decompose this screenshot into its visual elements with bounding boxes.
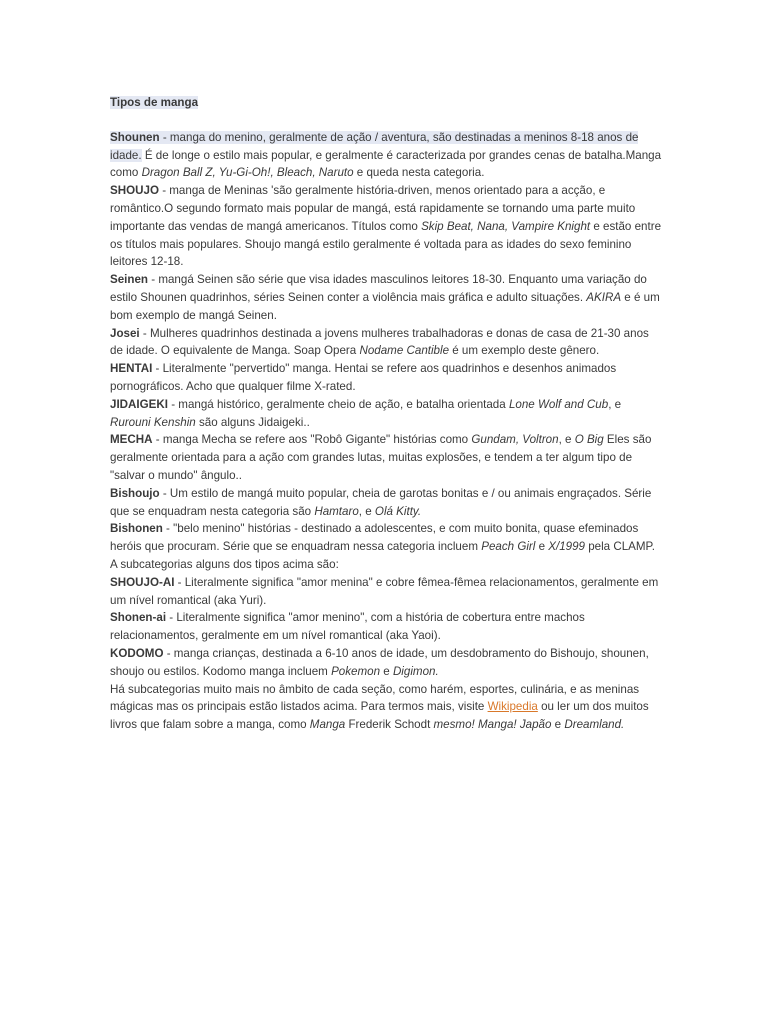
paragraph-kodomo: KODOMO - manga crianças, destinada a 6-10 anos de idade, um desdobramento do Bishoujo, shounen, shoujo ou estilos. Kodomo manga incluem Pokemon e Digimon. xyxy=(110,646,649,678)
paragraph-closing: Há subcategorias muito mais no âmbito de cada seção, como harém, esportes, culinária, e as meninas mágicas mas os principais estão listados acima. Para termos mais, visite Wikipedia ou ler um dos muitos livros que falam sobre a manga, como Manga Frederik Schodt mesmo! Manga! Japão e Dreamland. xyxy=(110,682,649,732)
term-mecha: MECHA xyxy=(110,433,153,447)
paragraph-subcategories-intro: A subcategorias alguns dos tipos acima são: xyxy=(110,557,339,571)
term-kodomo: KODOMO xyxy=(110,646,164,660)
page-title: Tipos de manga xyxy=(110,96,199,109)
paragraph-shoujo: SHOUJO - manga de Meninas 'são geralmente história-driven, menos orientado para a acção, e romântico.O segundo formato mais popular de mangá, está rapidamente se tornando uma parte muito importante das vendas de mangá americanos. Títulos como Skip Beat, Nana, Vampire Knight e estão entre os títulos mais populares. Shoujo mangá estilo geralmente é voltada para as idades do sexo feminino leitores 12-18. xyxy=(110,184,662,269)
paragraph-bishoujo: Bishoujo - Um estilo de mangá muito popular, cheia de garotas bonitas e / ou animais engraçados. Série que se enquadram nesta categoria são Hamtaro, e Olá Kitty. xyxy=(110,486,652,518)
term-bishonen: Bishonen xyxy=(110,522,163,536)
paragraph-bishonen: Bishonen - "belo menino" histórias - destinado a adolescentes, e com muito bonita, quase efeminados heróis que procuram. Série que se enquadram nessa categoria incluem Peach Girl e X/1999 pela CLAMP. xyxy=(110,522,656,554)
paragraph-shoujo-ai: SHOUJO-AI - Literalmente significa "amor menina" e cobre fêmea-fêmea relacionamentos, geralmente em um nível romantical (aka Yuri). xyxy=(110,575,659,607)
term-jidaigeki: JIDAIGEKI xyxy=(110,397,168,411)
term-shonen-ai: Shonen-ai xyxy=(110,611,167,625)
paragraph-mecha: MECHA - manga Mecha se refere aos "Robô Gigante" histórias como Gundam, Voltron, e O Big Eles são geralmente orientada para a ação com grandes lutas, muitas explosões, e tendem a ter algum tipo de "salvar o mundo" ângulo.. xyxy=(110,433,652,482)
term-bishoujo: Bishoujo xyxy=(110,486,160,500)
term-shounen: Shounen xyxy=(110,130,160,144)
paragraph-shonen-ai: Shonen-ai - Literalmente significa "amor menino", com a história de cobertura entre machos relacionamentos, geralmente em um nível romantical (aka Yaoi). xyxy=(110,611,585,643)
wikipedia-link[interactable]: Wikipedia xyxy=(487,700,538,714)
term-seinen: Seinen xyxy=(110,273,149,287)
paragraph-shounen: Shounen - manga do menino, geralmente de ação / aventura, são destinadas a meninos 8-18 anos de idade. É de longe o estilo mais popular, e geralmente é caracterizada por grandes cenas de batalha.Manga como Dragon Ball Z, Yu-Gi-Oh!, Bleach, Naruto e queda nesta categoria. xyxy=(110,130,662,180)
term-hentai: HENTAI xyxy=(110,362,153,376)
term-shoujo: SHOUJO xyxy=(110,184,159,198)
term-shoujo-ai: SHOUJO-AI xyxy=(110,575,175,589)
paragraph-hentai: HENTAI - Literalmente "pervertido" manga. Hentai se refere aos quadrinhos e desenhos animados pornográficos. Acho que qualquer filme X-rated. xyxy=(110,362,617,393)
document-body xyxy=(110,94,662,734)
paragraph-josei: Josei - Mulheres quadrinhos destinada a jovens mulheres trabalhadoras e donas de casa de 21-30 anos de idade. O equivalente de Manga. Soap Opera Nodame Cantible é um exemplo deste gênero. xyxy=(110,326,649,358)
term-josei: Josei xyxy=(110,326,140,340)
paragraph-jidaigeki: JIDAIGEKI - mangá histórico, geralmente cheio de ação, e batalha orientada Lone Wolf and Cub, e Rurouni Kenshin são alguns Jidaigeki.. xyxy=(110,397,622,429)
paragraph-seinen: Seinen - mangá Seinen são série que visa idades masculinos leitores 18-30. Enquanto uma variação do estilo Shounen quadrinhos, séries Seinen conter a violência mais gráfica e adulto situações. AKIRA e é um bom exemplo de mangá Seinen. xyxy=(110,273,660,322)
